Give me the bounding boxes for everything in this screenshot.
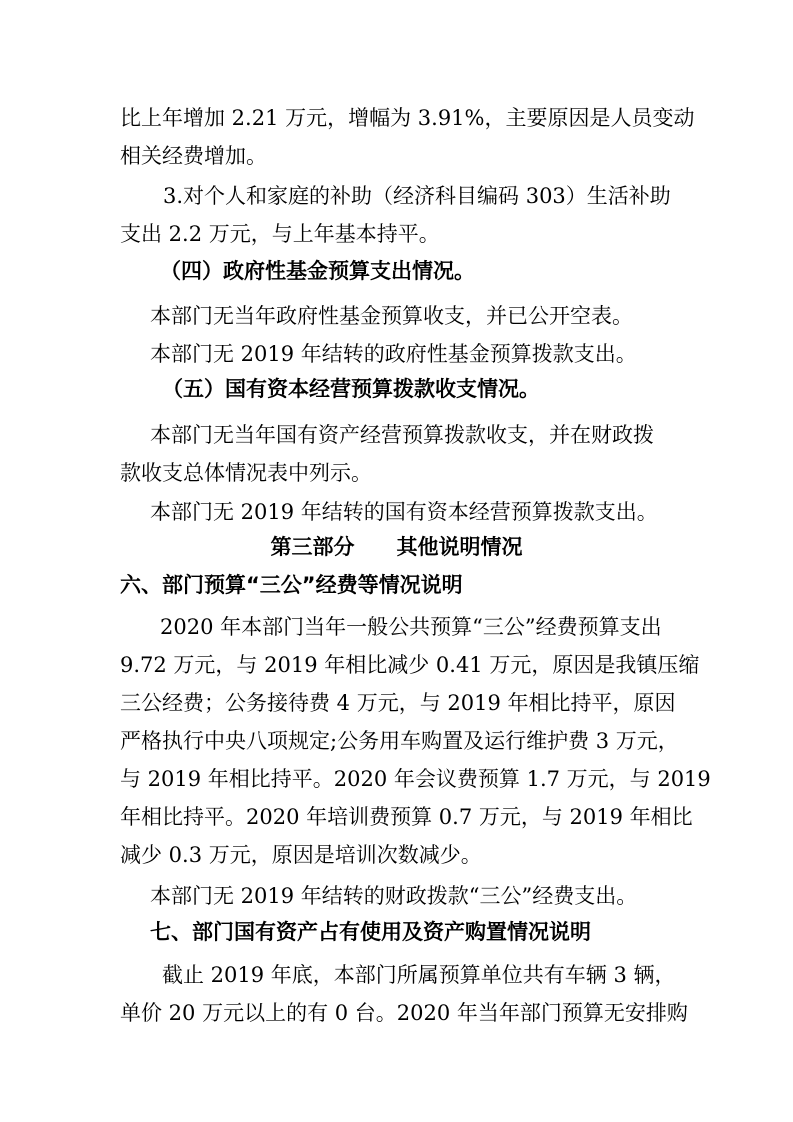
paragraph-line: 三公经费；公务接待费 4 万元，与 2019 年相比持平，原因 xyxy=(120,691,676,715)
paragraph-line: 9.72 万元，与 2019 年相比减少 0.41 万元，原因是我镇压缩 xyxy=(120,653,700,677)
paragraph-line: 单价 20 万元以上的有 0 台。2020 年当年部门预算无安排购 xyxy=(120,1001,688,1025)
paragraph-line: 2020 年本部门当年一般公共预算“三公”经费预算支出 xyxy=(160,615,662,639)
section-heading: （五）国有资本经营预算拨款收支情况。 xyxy=(162,377,540,401)
paragraph-line: 3.对个人和家庭的补助（经济科目编码 303）生活补助 xyxy=(163,184,671,208)
paragraph-line: 年相比持平。2020 年培训费预算 0.7 万元，与 2019 年相比 xyxy=(120,805,693,829)
paragraph-line: 截止 2019 年底，本部门所属预算单位共有车辆 3 辆， xyxy=(162,963,676,987)
paragraph-line: 支出 2.2 万元，与上年基本持平。 xyxy=(120,222,440,246)
paragraph-line: 与 2019 年相比持平。2020 年会议费预算 1.7 万元，与 2019 xyxy=(120,767,711,791)
paragraph-line: 相关经费增加。 xyxy=(120,144,267,168)
section-heading: 七、部门国有资产占有使用及资产购置情况说明 xyxy=(150,920,591,944)
paragraph-line: 本部门无 2019 年结转的政府性基金预算拨款支出。 xyxy=(150,342,637,366)
paragraph-line: 严格执行中央八项规定;公务用车购置及运行维护费 3 万元， xyxy=(120,729,679,753)
paragraph-line: 本部门无 2019 年结转的财政拨款“三公”经费支出。 xyxy=(150,884,638,908)
part-title: 第三部分 其他说明情况 xyxy=(270,535,523,559)
section-heading: 六、部门预算“三公”经费等情况说明 xyxy=(120,573,463,597)
paragraph-line: 本部门无 2019 年结转的国有资本经营预算拨款支出。 xyxy=(150,500,658,524)
paragraph-line: 本部门无当年政府性基金预算收支，并已公开空表。 xyxy=(150,304,633,328)
paragraph-line: 本部门无当年国有资产经营预算拨款收支，并在财政拨 xyxy=(150,423,654,447)
paragraph-line: 减少 0.3 万元，原因是培训次数减少。 xyxy=(120,843,482,867)
paragraph-line: 比上年增加 2.21 万元，增幅为 3.91%，主要原因是人员变动 xyxy=(120,106,695,130)
section-heading: （四）政府性基金预算支出情况。 xyxy=(160,259,475,283)
paragraph-line: 款收支总体情况表中列示。 xyxy=(120,461,372,485)
